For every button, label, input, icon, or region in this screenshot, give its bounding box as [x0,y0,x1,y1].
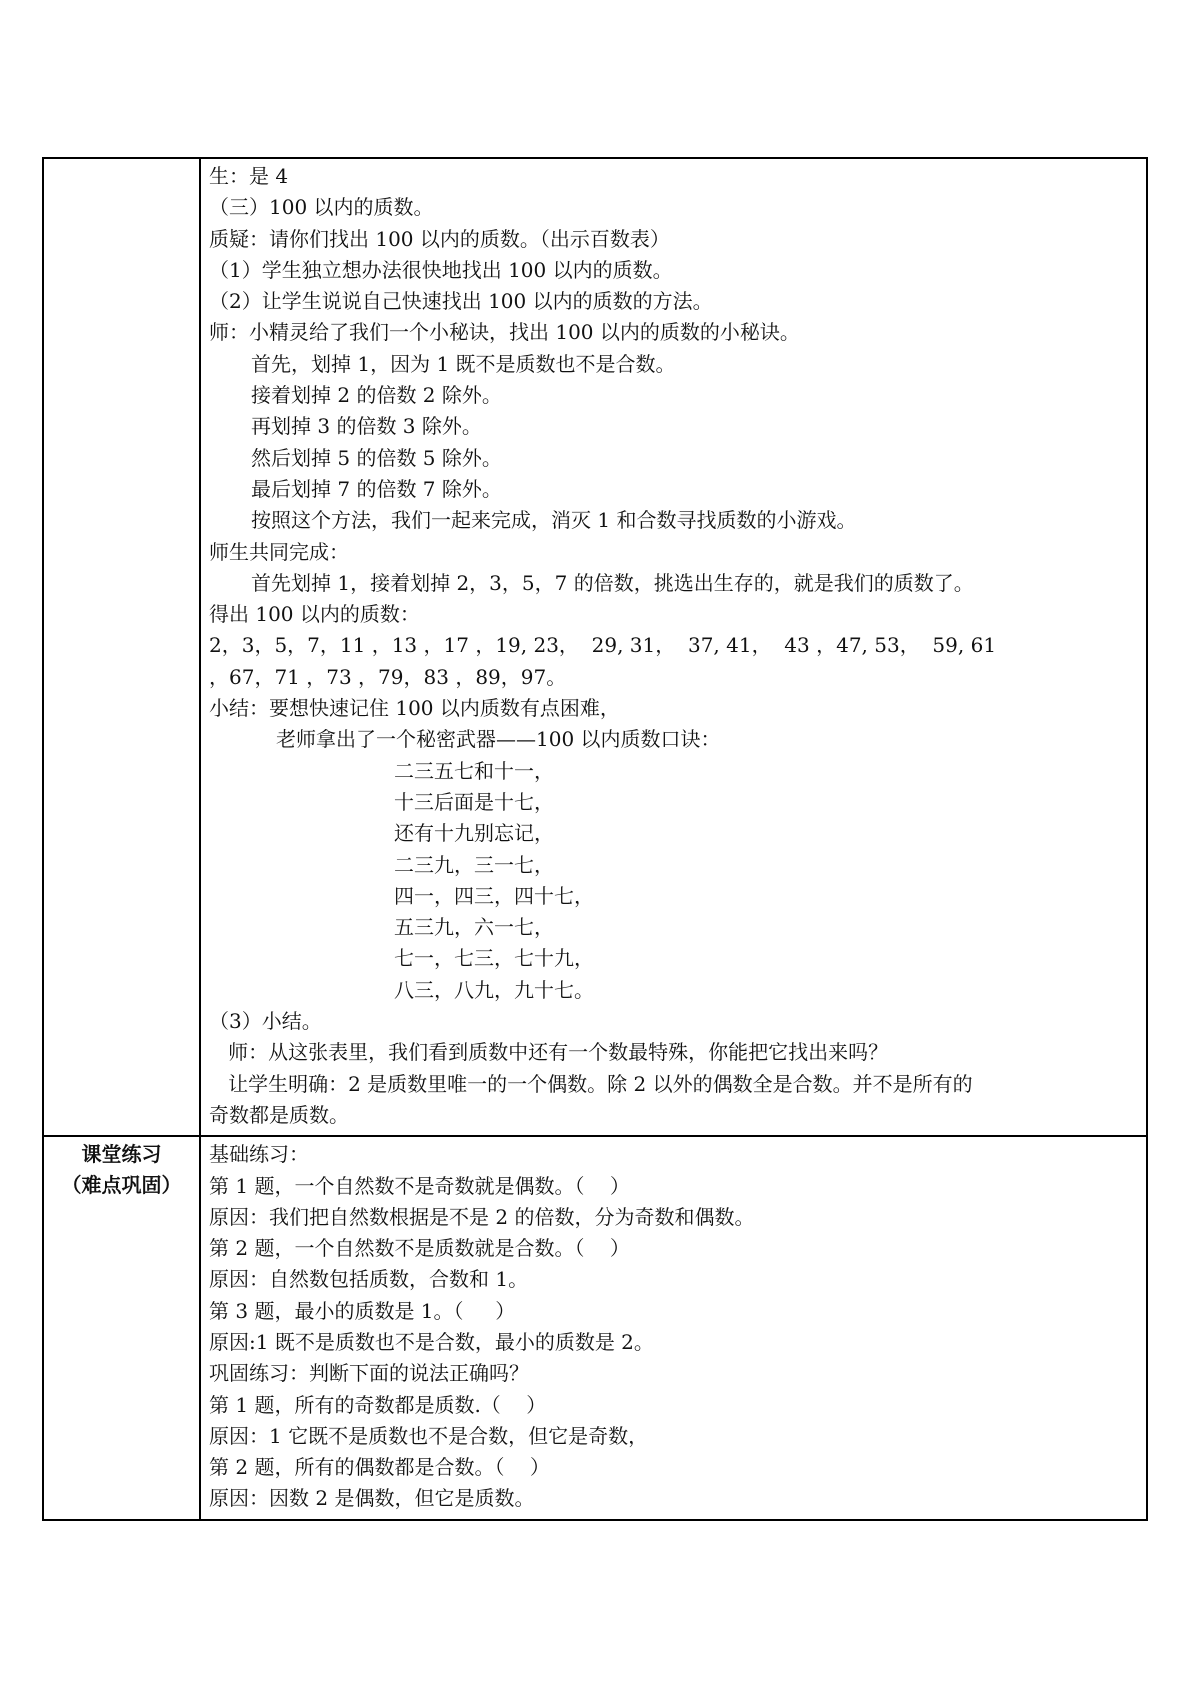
text-line: （2）让学生说说自己快速找出 100 以内的质数的方法。 [209,289,713,314]
text-line: 原因：1 它既不是质数也不是合数，但它是奇数， [209,1423,649,1448]
text-line: 十三后面是十七， [394,789,554,814]
text-line: 质疑：请你们找出 100 以内的质数。（出示百数表） [209,226,670,251]
text-line: （3）小结。 [209,1009,322,1034]
text-line: 首先划掉 1，接着划掉 2，3，5，7 的倍数，挑选出生存的，就是我们的质数了。 [251,570,974,595]
text-line: 再划掉 3 的倍数 3 除外。 [251,414,482,439]
text-line: 二三五七和十一， [394,758,554,783]
text-line: 原因：我们把自然数根据是不是 2 的倍数，分为奇数和偶数。 [209,1204,755,1229]
text-line: 第 2 题，所有的偶数都是合数。（ ） [209,1455,550,1480]
text-line: 按照这个方法，我们一起来完成，消灭 1 和合数寻找质数的小游戏。 [251,508,857,533]
row-content [201,1137,1146,1519]
text-line: 师生共同完成： [209,539,349,564]
text-line: 巩固练习：判断下面的说法正确吗？ [209,1361,529,1386]
text-line: 二三九，三一七， [394,852,554,877]
text-line: （三）100 以内的质数。 [209,195,434,220]
text-line: 五三九，六一七， [394,915,554,940]
text-line: 还有十九别忘记， [394,821,554,846]
text-line: 七一，七三，七十九， [394,946,594,971]
row-content-cell [200,1136,1147,1520]
text-line: 师：从这张表里，我们看到质数中还有一个数最特殊，你能把它找出来吗？ [209,1040,889,1065]
row-content [201,159,1146,1135]
row-label-cell [43,1136,200,1520]
text-line: 小结：要想快速记住 100 以内质数有点困难， [209,696,620,721]
row-content-cell [200,158,1147,1136]
table-row [43,1136,1147,1520]
row-label [44,159,199,161]
text-line: 让学生明确：2 是质数里唯一的一个偶数。除 2 以外的偶数全是合数。并不是所有的 [209,1071,973,1096]
text-line: 第 2 题，一个自然数不是质数就是合数。（ ） [209,1236,630,1261]
text-line: 原因：因数 2 是偶数，但它是质数。 [209,1486,535,1511]
text-line: 得出 100 以内的质数： [209,602,420,627]
section-label-line: 课堂练习 [81,1142,162,1167]
text-line: ，67，71 ，73 ，79，83 ，89，97。 [209,664,567,689]
text-line: 首先，划掉 1，因为 1 既不是质数也不是合数。 [251,351,676,376]
text-line: 原因:1 既不是质数也不是合数，最小的质数是 2。 [209,1329,654,1354]
section-label-line: （难点巩固） [61,1173,182,1198]
row-label-cell [43,158,200,1136]
text-line: 第 1 题，所有的奇数都是质数.（ ） [209,1392,547,1417]
table-row [43,158,1147,1136]
text-line: 然后划掉 5 的倍数 5 除外。 [251,445,502,470]
text-line: 师：小精灵给了我们一个小秘诀，找出 100 以内的质数的小秘诀。 [209,320,800,345]
text-line: 第 1 题，一个自然数不是奇数就是偶数。（ ） [209,1173,630,1198]
text-line: 八三，八九，九十七。 [394,977,594,1002]
lesson-table [42,157,1148,1521]
text-line: （1）学生独立想办法很快地找出 100 以内的质数。 [209,257,673,282]
text-line: 2，3，5，7，11 ，13 ，17 ，19, 23， 29, 31， 37, 41， 43 ，47, 53， 59, 61 [209,633,997,658]
text-line: 老师拿出了一个秘密武器——100 以内质数口诀： [276,727,721,752]
row-label [44,1137,199,1201]
text-line: 原因：自然数包括质数，合数和 1。 [209,1267,529,1292]
text-line: 第 3 题，最小的质数是 1。（ ） [209,1298,516,1323]
text-line: 四一，四三，四十七， [394,883,594,908]
text-line: 接着划掉 2 的倍数 2 除外。 [251,383,502,408]
text-line: 基础练习： [209,1142,309,1167]
text-line: 奇数都是质数。 [209,1102,349,1127]
text-line: 生：是 4 [209,164,289,188]
text-line: 最后划掉 7 的倍数 7 除外。 [251,476,502,501]
